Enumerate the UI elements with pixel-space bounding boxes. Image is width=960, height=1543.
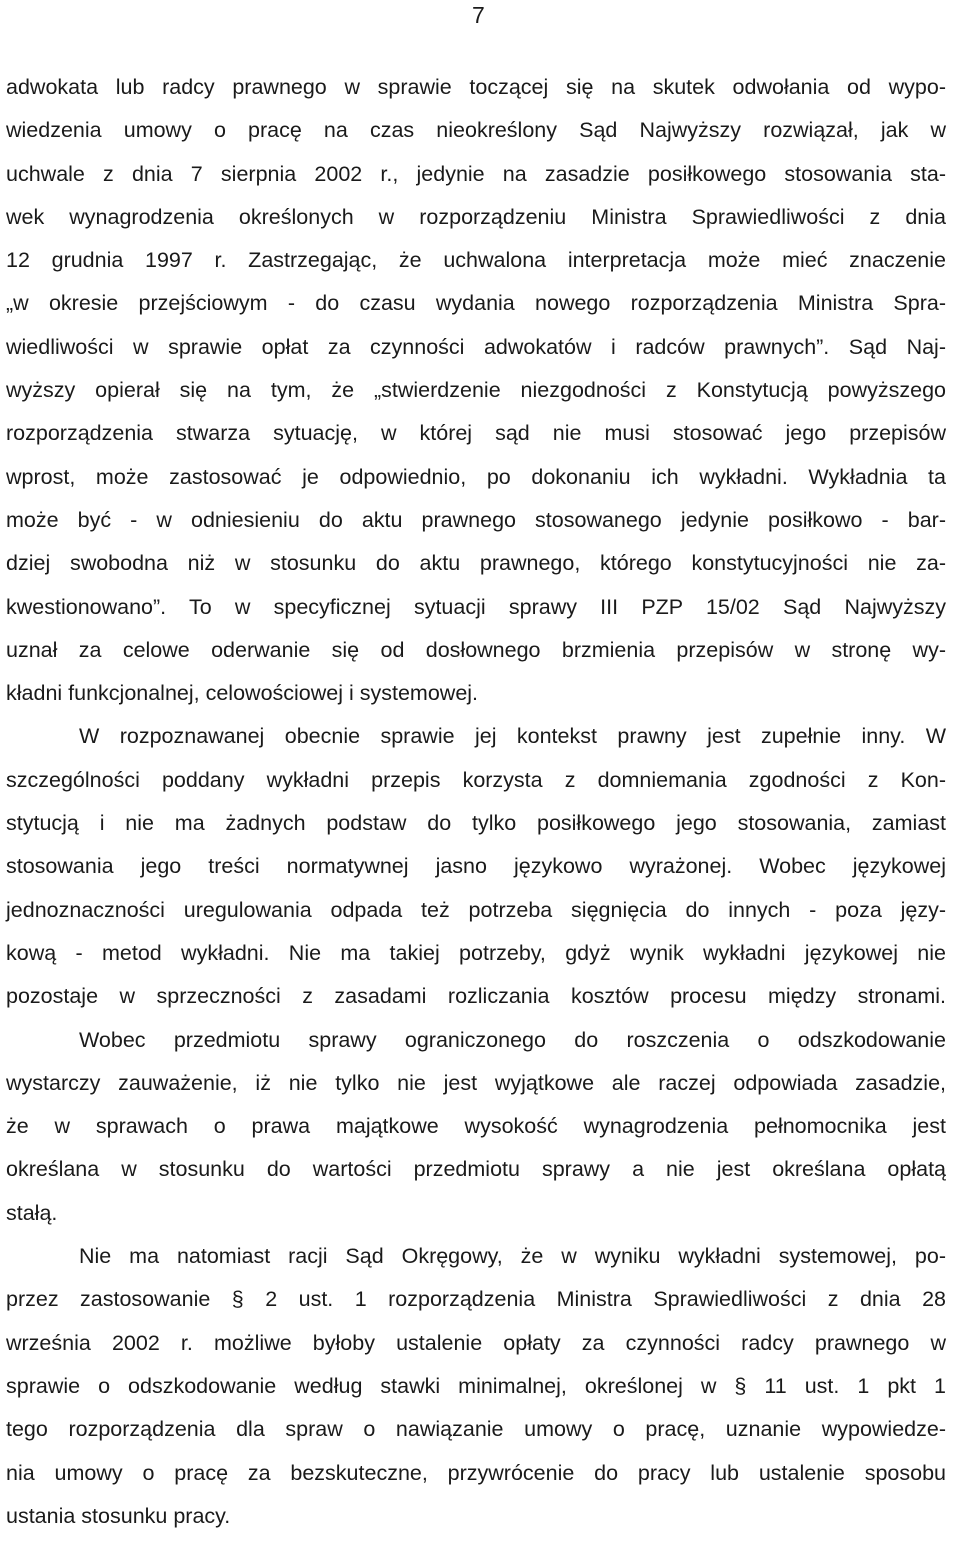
text-line: przez zastosowanie § 2 ust. 1 rozporządzenia Ministra Sprawiedliwości z dnia 28 (6, 1287, 946, 1312)
text-line: ustania stosunku pracy. (6, 1503, 231, 1528)
text-line: nia umowy o pracę za bezskuteczne, przywrócenie do pracy lub ustalenie sposobu (6, 1460, 946, 1485)
text-line: W rozpoznawanej obecnie sprawie jej kontekst prawny jest zupełnie inny. W (79, 724, 946, 749)
text-line: kładni funkcjonalnej, celowościowej i systemowej. (6, 681, 479, 706)
page-number: 7 (472, 2, 485, 28)
text-line: wyższy opierał się na tym, że „stwierdzenie niezgodności z Konstytucją powyższego (6, 378, 946, 403)
text-line: szczególności poddany wykładni przepis korzysta z domniemania zgodności z Kon- (6, 767, 946, 792)
text-line: dziej swobodna niż w stosunku do aktu prawnego, którego konstytucyjności nie za- (6, 551, 946, 576)
text-line: stytucją i nie ma żadnych podstaw do tylko posiłkowego jego stosowania, zamiast (6, 811, 946, 836)
text-line: sprawie o odszkodowanie według stawki minimalnej, określonej w § 11 ust. 1 pkt 1 (6, 1373, 946, 1398)
text-line: określana w stosunku do wartości przedmiotu sprawy a nie jest określana opłatą (6, 1157, 946, 1182)
text-line: pozostaje w sprzeczności z zasadami rozliczania kosztów procesu między stronami. (6, 984, 946, 1009)
text-line: tego rozporządzenia dla spraw o nawiązanie umowy o pracę, uznanie wypowiedze- (6, 1417, 946, 1442)
text-line: uchwale z dnia 7 sierpnia 2002 r., jedynie na zasadzie posiłkowego stosowania sta- (6, 161, 946, 186)
text-line: kwestionowano”. To w specyficznej sytuacji sprawy III PZP 15/02 Sąd Najwyższy (6, 594, 946, 619)
text-line: uznał za celowe oderwanie się od dosłownego brzmienia przepisów w stronę wy- (6, 637, 946, 662)
text-line: września 2002 r. możliwe byłoby ustalenie opłaty za czynności radcy prawnego w (6, 1330, 946, 1355)
text-line: rozporządzenia stwarza sytuację, w której sąd nie musi stosować jego przepisów (6, 421, 946, 446)
text-line: może być - w odniesieniu do aktu prawnego stosowanego jedynie posiłkowo - bar- (6, 507, 946, 532)
text-line: adwokata lub radcy prawnego w sprawie toczącej się na skutek odwołania od wypo- (6, 75, 946, 99)
text-line: wiedzenia umowy o pracę na czas nieokreślony Sąd Najwyższy rozwiązał, jak w (6, 118, 946, 143)
text-line: kową - metod wykładni. Nie ma takiej potrzeby, gdyż wynik wykładni językowej nie (6, 940, 946, 965)
text-line: wystarczy zauważenie, iż nie tylko nie jest wyjątkowe ale raczej odpowiada zasadzie, (6, 1070, 946, 1095)
text-line: Nie ma natomiast racji Sąd Okręgowy, że w wyniku wykładni systemowej, po- (79, 1244, 946, 1269)
text-line: jednoznaczności uregulowania odpada też potrzeba sięgnięcia do innych - poza języ- (6, 897, 946, 922)
text-line: stałą. (6, 1200, 58, 1225)
text-line: „w okresie przejściowym - do czasu wydania nowego rozporządzenia Ministra Spra- (6, 291, 946, 316)
document-body (6, 66, 946, 1538)
text-line: Wobec przedmiotu sprawy ograniczonego do roszczenia o odszkodowanie (79, 1027, 946, 1052)
text-line: że w sprawach o prawa majątkowe wysokość wynagrodzenia pełnomocnika jest (6, 1114, 946, 1139)
text-line: wiedliwości w sprawie opłat za czynności adwokatów i radców prawnych”. Sąd Naj- (6, 334, 946, 359)
text-line: 12 grudnia 1997 r. Zastrzegając, że uchwalona interpretacja może mieć znaczenie (6, 248, 946, 273)
text-line: wek wynagrodzenia określonych w rozporządzeniu Ministra Sprawiedliwości z dnia (6, 204, 946, 229)
text-line: stosowania jego treści normatywnej jasno językowo wyrażonej. Wobec językowej (6, 854, 946, 879)
text-line: wprost, może zastosować je odpowiednio, po dokonaniu ich wykładni. Wykładnia ta (6, 464, 946, 489)
